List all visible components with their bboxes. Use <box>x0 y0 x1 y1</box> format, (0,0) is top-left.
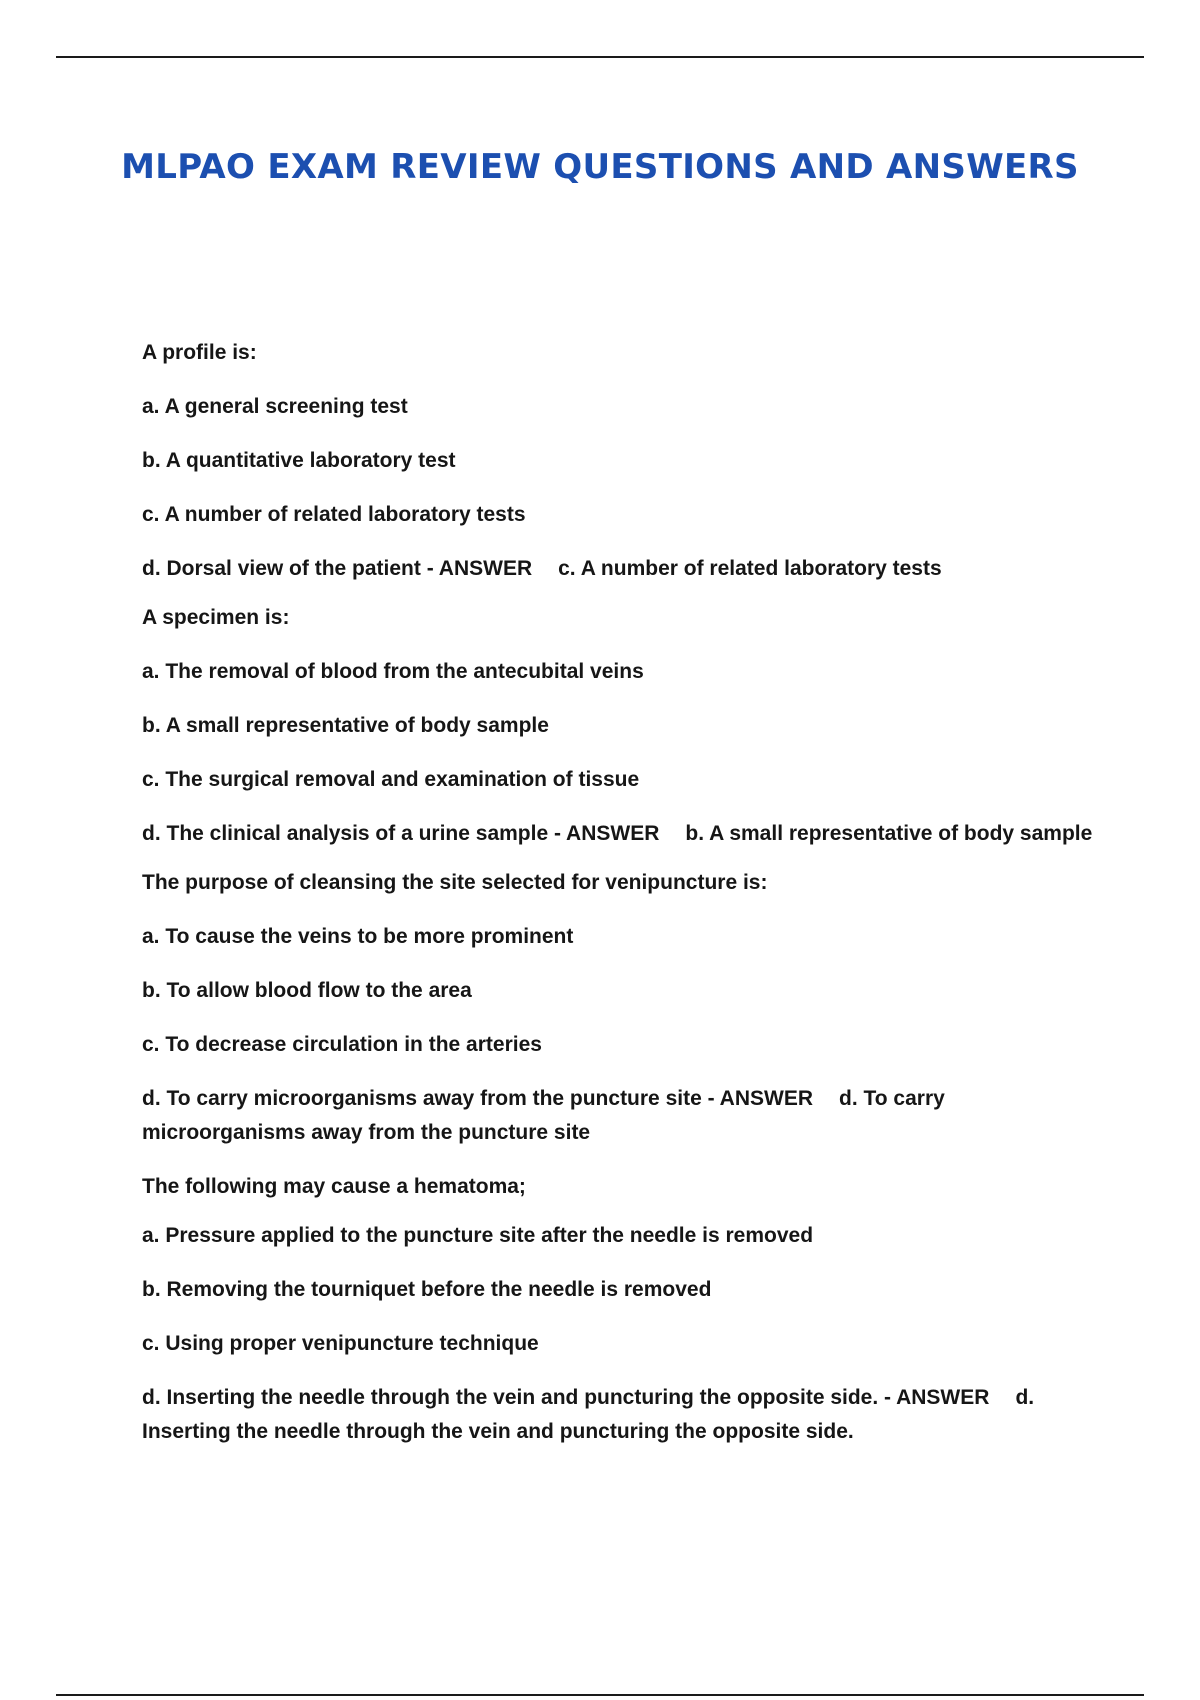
answer-line <box>142 552 1102 586</box>
option-a: a. To cause the veins to be more prominent <box>142 925 574 948</box>
answer-marker: - ANSWER <box>884 1386 990 1409</box>
option-b: b. To allow blood flow to the area <box>142 979 472 1002</box>
question-block <box>142 336 1102 586</box>
option-b: b. Removing the tourniquet before the needle is removed <box>142 1278 712 1301</box>
option-b: b. A small representative of body sample <box>142 714 549 737</box>
answer-marker: - ANSWER <box>554 822 660 845</box>
answer-text: d. To carry microorganisms away from the puncture site <box>142 1087 951 1144</box>
answer-text: b. A small representative of body sample <box>685 822 1093 845</box>
question-block <box>142 1170 1102 1449</box>
option-c: c. To decrease circulation in the arteries <box>142 1033 542 1056</box>
question-prompt: A profile is: <box>142 341 257 364</box>
top-rule <box>56 56 1144 58</box>
option-d: d. Inserting the needle through the vein and puncturing the opposite side. <box>142 1386 879 1409</box>
option-a: a. The removal of blood from the antecubital veins <box>142 660 644 683</box>
question-prompt: A specimen is: <box>142 606 290 629</box>
option-c: c. The surgical removal and examination of tissue <box>142 768 640 791</box>
answer-line <box>142 1381 1102 1449</box>
option-a: a. A general screening test <box>142 395 408 418</box>
answer-text: d. Inserting the needle through the vein and puncturing the opposite side. <box>142 1386 1040 1443</box>
questions-container <box>142 336 1102 1469</box>
answer-marker: - ANSWER <box>707 1087 813 1110</box>
answer-text: c. A number of related laboratory tests <box>558 557 942 580</box>
document-title: MLPAO EXAM REVIEW QUESTIONS AND ANSWERS <box>121 147 1079 187</box>
question-block <box>142 601 1102 851</box>
answer-line <box>142 1082 1102 1150</box>
option-a: a. Pressure applied to the puncture site after the needle is removed <box>142 1224 814 1247</box>
option-c: c. A number of related laboratory tests <box>142 503 526 526</box>
answer-line <box>142 817 1102 851</box>
question-block <box>142 866 1102 1150</box>
option-d: d. Dorsal view of the patient <box>142 557 421 580</box>
question-prompt: The following may cause a hematoma; <box>142 1175 526 1198</box>
option-d: d. The clinical analysis of a urine sample <box>142 822 549 845</box>
question-prompt: The purpose of cleansing the site selected for venipuncture is: <box>142 871 768 894</box>
option-b: b. A quantitative laboratory test <box>142 449 456 472</box>
option-d: d. To carry microorganisms away from the puncture site <box>142 1087 702 1110</box>
option-c: c. Using proper venipuncture technique <box>142 1332 539 1355</box>
answer-marker: - ANSWER <box>426 557 533 580</box>
bottom-rule <box>56 1694 1144 1696</box>
